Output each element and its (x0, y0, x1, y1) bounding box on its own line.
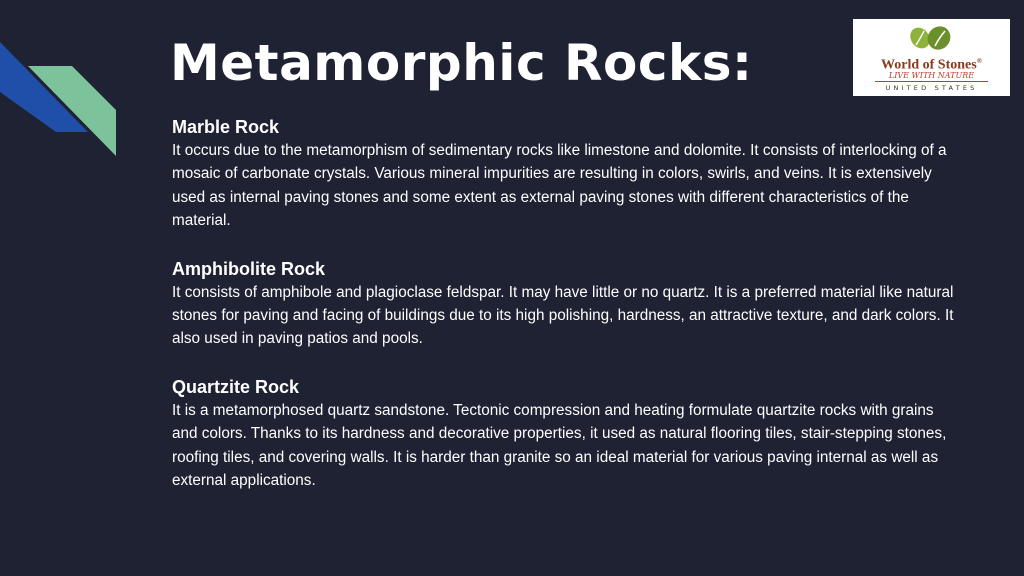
logo-tagline: LIVE WITH NATURE (888, 71, 975, 80)
logo-country: UNITED STATES (885, 84, 978, 92)
section-quartzite-rock (172, 375, 962, 493)
decorative-stripes (0, 30, 120, 160)
section-body: It consists of amphibole and plagioclase feldspar. It may have little or no quartz. It is a preferred material like natural stones for paving and facing of buildings due to its high polishing, hardness, an attractive texture, and dark colors. It also used in paving patios and pools. (172, 283, 954, 348)
content (172, 115, 962, 516)
section-body: It occurs due to the metamorphism of sedimentary rocks like limestone and dolomite. It consists of interlocking of a mosaic of carbonate crystals. Various mineral impurities are resulting in colors, swirls, and veins. It is extensively used as internal paving stones and some extent as external paving stones with different characteristics of the material. (172, 142, 947, 230)
section-marble-rock (172, 115, 962, 233)
section-heading: Marble Rock (172, 117, 280, 137)
logo-divider (875, 81, 988, 82)
section-amphibolite-rock (172, 257, 962, 351)
leaves-icon (909, 25, 953, 51)
logo-name: World of Stones® (881, 57, 982, 73)
section-heading: Amphibolite Rock (172, 258, 326, 279)
section-heading: Quartzite Rock (172, 376, 300, 397)
section-body: It is a metamorphosed quartz sandstone. Tectonic compression and heating formulate quartzite rocks with grains and colors. Thanks to its hardness and decorative properties, it used as natural flooring tiles, stair-stepping stones, roofing tiles, and covering walls. It is harder than granite so an ideal material for various paving internal as well as external applications. (172, 401, 947, 490)
world-of-stones-logo (853, 19, 1010, 96)
slide-title: Metamorphic Rocks: (170, 34, 753, 92)
